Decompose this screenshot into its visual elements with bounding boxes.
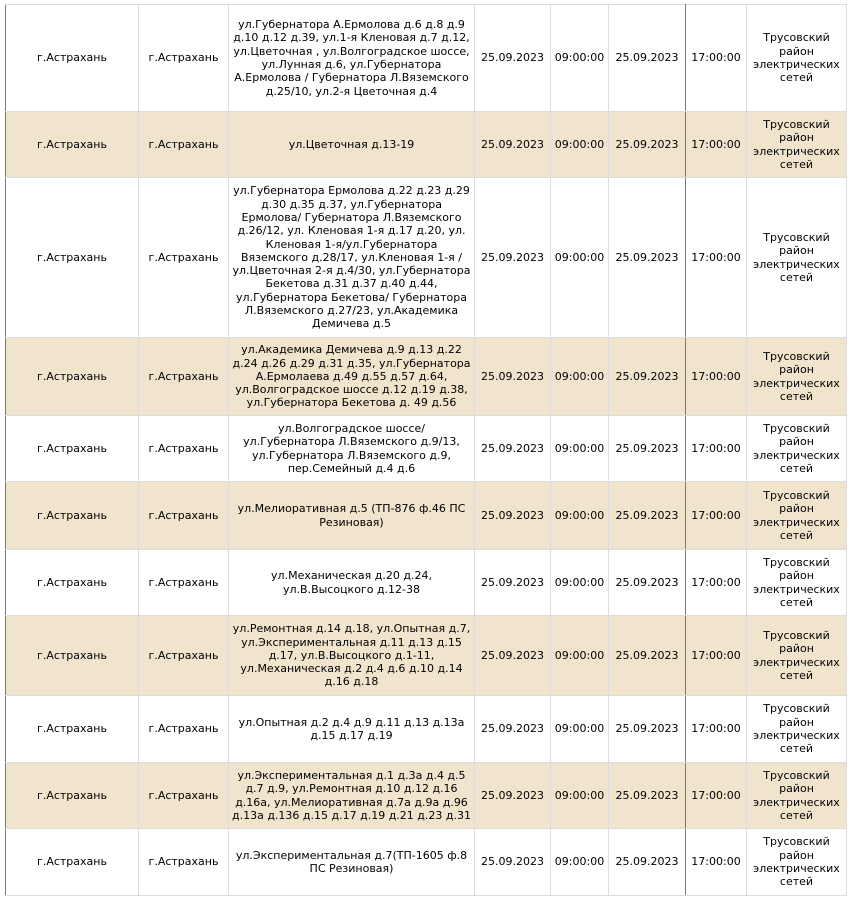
- locality-cell: г.Астрахань: [139, 112, 229, 178]
- department-cell: Трусовский район электрических сетей: [747, 178, 847, 338]
- end-time-cell: 17:00:00: [686, 763, 747, 829]
- department-cell: Трусовский район электрических сетей: [747, 550, 847, 616]
- table-row: [6, 696, 847, 763]
- end-date-cell: 25.09.2023: [609, 696, 686, 763]
- department-cell: Трусовский район электрических сетей: [747, 616, 847, 696]
- end-date-cell: 25.09.2023: [609, 5, 686, 112]
- end-time-cell: 17:00:00: [686, 416, 747, 482]
- address-cell: ул.Экспериментальная д.1 д.3а д.4 д.5 д.7 д.9, ул.Ремонтная д.10 д.12 д.16 д.16а, ул.Мелиоративная д.7а д.9а д.96 д.13а д.136 д.15 д.17 д.19 д.21 д.23 д.31: [229, 763, 475, 829]
- department-cell: Трусовский район электрических сетей: [747, 338, 847, 416]
- start-date-cell: 25.09.2023: [475, 482, 551, 550]
- start-time-cell: 09:00:00: [551, 616, 609, 696]
- end-date-cell: 25.09.2023: [609, 763, 686, 829]
- city-cell: г.Астрахань: [6, 696, 139, 763]
- start-date-cell: 25.09.2023: [475, 5, 551, 112]
- start-date-cell: 25.09.2023: [475, 763, 551, 829]
- city-cell: г.Астрахань: [6, 178, 139, 338]
- department-cell: Трусовский район электрических сетей: [747, 829, 847, 896]
- city-cell: г.Астрахань: [6, 416, 139, 482]
- city-cell: г.Астрахань: [6, 550, 139, 616]
- end-date-cell: 25.09.2023: [609, 616, 686, 696]
- city-cell: г.Астрахань: [6, 338, 139, 416]
- end-time-cell: 17:00:00: [686, 616, 747, 696]
- city-cell: г.Астрахань: [6, 829, 139, 896]
- address-cell: ул.Опытная д.2 д.4 д.9 д.11 д.13 д.13а д.15 д.17 д.19: [229, 696, 475, 763]
- table-row: [6, 550, 847, 616]
- address-cell: ул.Губернатора А.Ермолова д.6 д.8 д.9 д.10 д.12 д.39, ул.1-я Кленовая д.7 д.12, ул.Цветочная , ул.Волгоградское шоссе, ул.Лунная д.6, ул.Губернатора А.Ермолова / Губернатора Л.Вяземского д.25/10, ул.2-я Цветочная д.4: [229, 5, 475, 112]
- start-time-cell: 09:00:00: [551, 338, 609, 416]
- department-cell: Трусовский район электрических сетей: [747, 696, 847, 763]
- address-cell: ул.Волгоградское шоссе/ ул.Губернатора Л.Вяземского д.9/13, ул.Губернатора Л.Вяземского д.9, пер.Семейный д.4 д.6: [229, 416, 475, 482]
- address-cell: ул.Мелиоративная д.5 (ТП-876 ф.46 ПС Резиновая): [229, 482, 475, 550]
- start-time-cell: 09:00:00: [551, 5, 609, 112]
- city-cell: г.Астрахань: [6, 112, 139, 178]
- end-date-cell: 25.09.2023: [609, 829, 686, 896]
- start-time-cell: 09:00:00: [551, 763, 609, 829]
- locality-cell: г.Астрахань: [139, 696, 229, 763]
- address-cell: ул.Экспериментальная д.7(ТП-1605 ф.8 ПС Резиновая): [229, 829, 475, 896]
- outage-table-body: [6, 5, 847, 896]
- end-time-cell: 17:00:00: [686, 829, 747, 896]
- start-time-cell: 09:00:00: [551, 178, 609, 338]
- start-time-cell: 09:00:00: [551, 482, 609, 550]
- table-row: [6, 829, 847, 896]
- end-time-cell: 17:00:00: [686, 178, 747, 338]
- start-date-cell: 25.09.2023: [475, 696, 551, 763]
- locality-cell: г.Астрахань: [139, 829, 229, 896]
- table-row: [6, 416, 847, 482]
- locality-cell: г.Астрахань: [139, 338, 229, 416]
- locality-cell: г.Астрахань: [139, 5, 229, 112]
- department-cell: Трусовский район электрических сетей: [747, 416, 847, 482]
- table-row: [6, 5, 847, 112]
- locality-cell: г.Астрахань: [139, 416, 229, 482]
- start-time-cell: 09:00:00: [551, 416, 609, 482]
- address-cell: ул.Цветочная д.13-19: [229, 112, 475, 178]
- end-date-cell: 25.09.2023: [609, 416, 686, 482]
- table-row: [6, 178, 847, 338]
- end-date-cell: 25.09.2023: [609, 112, 686, 178]
- start-time-cell: 09:00:00: [551, 550, 609, 616]
- city-cell: г.Астрахань: [6, 616, 139, 696]
- start-date-cell: 25.09.2023: [475, 616, 551, 696]
- start-date-cell: 25.09.2023: [475, 416, 551, 482]
- address-cell: ул.Академика Демичева д.9 д.13 д.22 д.24 д.26 д.29 д.31 д.35, ул.Губернатора А.Ермолаева д.49 д.55 д.57 д.64, ул.Волгоградское шоссе д.12 д.19 д.38, ул.Губернатора Бекетова д. 49 д.56: [229, 338, 475, 416]
- city-cell: г.Астрахань: [6, 763, 139, 829]
- end-date-cell: 25.09.2023: [609, 178, 686, 338]
- table-row: [6, 616, 847, 696]
- end-date-cell: 25.09.2023: [609, 550, 686, 616]
- locality-cell: г.Астрахань: [139, 482, 229, 550]
- start-date-cell: 25.09.2023: [475, 338, 551, 416]
- end-time-cell: 17:00:00: [686, 482, 747, 550]
- end-date-cell: 25.09.2023: [609, 338, 686, 416]
- start-time-cell: 09:00:00: [551, 829, 609, 896]
- department-cell: Трусовский район электрических сетей: [747, 482, 847, 550]
- start-date-cell: 25.09.2023: [475, 550, 551, 616]
- department-cell: Трусовский район электрических сетей: [747, 112, 847, 178]
- start-date-cell: 25.09.2023: [475, 112, 551, 178]
- outage-schedule-table: [5, 4, 847, 896]
- table-row: [6, 482, 847, 550]
- end-time-cell: 17:00:00: [686, 550, 747, 616]
- locality-cell: г.Астрахань: [139, 550, 229, 616]
- city-cell: г.Астрахань: [6, 482, 139, 550]
- start-time-cell: 09:00:00: [551, 696, 609, 763]
- end-date-cell: 25.09.2023: [609, 482, 686, 550]
- table-row: [6, 338, 847, 416]
- locality-cell: г.Астрахань: [139, 763, 229, 829]
- end-time-cell: 17:00:00: [686, 338, 747, 416]
- locality-cell: г.Астрахань: [139, 616, 229, 696]
- start-date-cell: 25.09.2023: [475, 829, 551, 896]
- address-cell: ул.Ремонтная д.14 д.18, ул.Опытная д.7, ул.Экспериментальная д.11 д.13 д.15 д.17, ул.В.Высоцкого д.1-11, ул.Механическая д.2 д.4 д.6 д.10 д.14 д.16 д.18: [229, 616, 475, 696]
- end-time-cell: 17:00:00: [686, 112, 747, 178]
- table-row: [6, 112, 847, 178]
- end-time-cell: 17:00:00: [686, 696, 747, 763]
- end-time-cell: 17:00:00: [686, 5, 747, 112]
- locality-cell: г.Астрахань: [139, 178, 229, 338]
- table-row: [6, 763, 847, 829]
- address-cell: ул.Губернатора Ермолова д.22 д.23 д.29 д.30 д.35 д.37, ул.Губернатора Ермолова/ Губернатора Л.Вяземского д.26/12, ул. Кленовая 1-я д.17 д.20, ул. Кленовая 1-я/ул.Губернатора Вяземского д.28/17, ул.Кленовая 1-я / ул.Цветочная 2-я д.4/30, ул.Губернатора Бекетова д.31 д.37 д.40 д.44, ул.Губернатора Бекетова/ Губернатора Л.Вяземского д.27/23, ул.Академика Демичева д.5: [229, 178, 475, 338]
- start-date-cell: 25.09.2023: [475, 178, 551, 338]
- city-cell: г.Астрахань: [6, 5, 139, 112]
- department-cell: Трусовский район электрических сетей: [747, 763, 847, 829]
- department-cell: Трусовский район электрических сетей: [747, 5, 847, 112]
- start-time-cell: 09:00:00: [551, 112, 609, 178]
- address-cell: ул.Механическая д.20 д.24, ул.В.Высоцкого д.12-38: [229, 550, 475, 616]
